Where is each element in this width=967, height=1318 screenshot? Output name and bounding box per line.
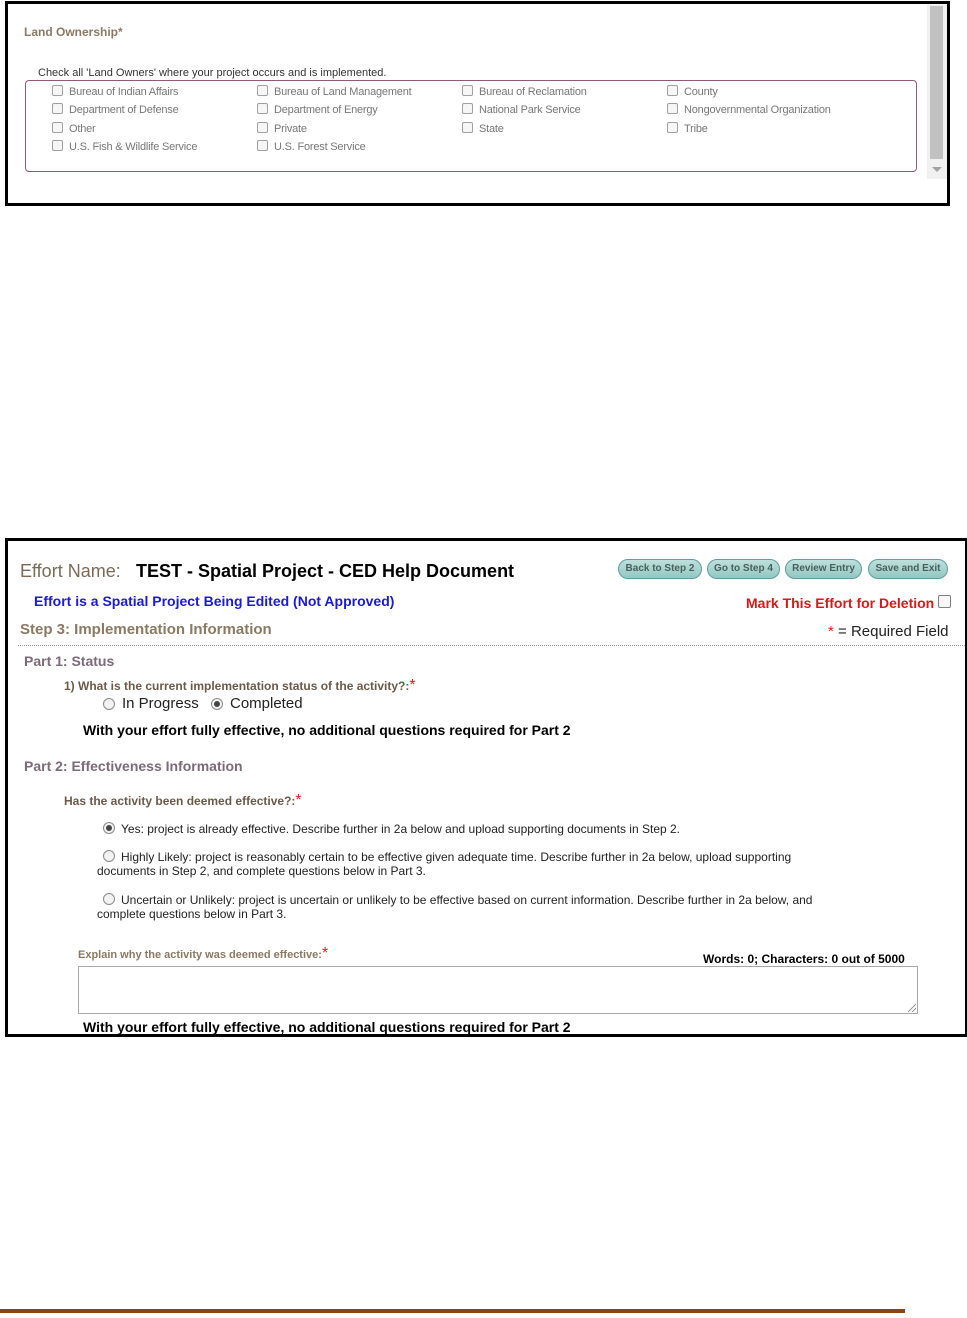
checkbox-label: Bureau of Indian Affairs xyxy=(69,86,179,98)
checkbox-box[interactable] xyxy=(462,122,473,133)
part2-title: Part 2: Effectiveness Information xyxy=(24,758,243,774)
checkbox-label: Nongovernmental Organization xyxy=(684,104,831,116)
checkbox-label: U.S. Forest Service xyxy=(274,141,366,153)
vertical-scrollbar[interactable] xyxy=(927,4,947,179)
checkbox-state[interactable] xyxy=(462,122,504,135)
implementation-step-screenshot xyxy=(5,538,967,1037)
section-divider xyxy=(18,645,965,646)
checkbox-label: County xyxy=(684,86,718,98)
part1-notice: With your effort fully effective, no additional questions required for Part 2 xyxy=(83,722,571,738)
checkbox-tribe[interactable] xyxy=(667,122,708,135)
checkbox-label: Tribe xyxy=(684,123,708,135)
checkbox-label: Bureau of Land Management xyxy=(274,86,412,98)
checkbox-nongovernmental-organization[interactable] xyxy=(667,103,831,116)
checkbox-box[interactable] xyxy=(52,85,63,96)
checkbox-bureau-of-reclamation[interactable] xyxy=(462,85,587,98)
review-entry-button[interactable]: Review Entry xyxy=(785,559,862,579)
checkbox-department-of-energy[interactable] xyxy=(257,103,378,116)
part1-question-text: 1) What is the current implementation status of the activity?: xyxy=(64,679,410,693)
footer-rule xyxy=(0,1309,905,1313)
checkbox-box[interactable] xyxy=(667,122,678,133)
checkbox-other[interactable] xyxy=(52,122,96,135)
checkbox-bureau-of-indian-affairs[interactable] xyxy=(52,85,178,98)
save-and-exit-button[interactable]: Save and Exit xyxy=(868,559,948,579)
checkbox-box[interactable] xyxy=(667,103,678,114)
required-field-note xyxy=(828,623,949,640)
explain-effective-text: Explain why the activity was deemed effective: xyxy=(78,949,322,961)
radio-in-progress-label: In Progress xyxy=(122,695,199,712)
checkbox-label: Department of Defense xyxy=(69,104,179,116)
checkbox-us-forest-service[interactable] xyxy=(257,140,366,153)
checkbox-bureau-of-land-management[interactable] xyxy=(257,85,412,98)
resize-grip-icon[interactable] xyxy=(908,1004,916,1012)
checkbox-private[interactable] xyxy=(257,122,307,135)
checkbox-box[interactable] xyxy=(257,85,268,96)
part1-question xyxy=(64,677,416,695)
mark-for-deletion-checkbox[interactable] xyxy=(938,595,951,608)
scroll-down-arrow-icon[interactable] xyxy=(932,167,942,172)
back-to-step-2-button[interactable]: Back to Step 2 xyxy=(618,559,702,579)
word-character-count: Words: 0; Characters: 0 out of 5000 xyxy=(703,952,905,966)
part2-question xyxy=(64,792,302,810)
explain-effective-textarea[interactable] xyxy=(78,966,918,1014)
radio-effective-highly-likely-label: Highly Likely: project is reasonably certain to be effective given adequate time. Describe further in 2a below, upload supporting documents in Step 2, and complete questions below in Part 3. xyxy=(97,850,792,878)
mark-for-deletion-label: Mark This Effort for Deletion xyxy=(746,595,935,611)
radio-completed[interactable] xyxy=(211,698,223,710)
part1-title: Part 1: Status xyxy=(24,653,115,669)
land-ownership-title: Land Ownership* xyxy=(24,25,123,39)
checkbox-box[interactable] xyxy=(52,103,63,114)
checkbox-us-fish-wildlife-service[interactable] xyxy=(52,140,197,153)
checkbox-label: Bureau of Reclamation xyxy=(479,86,587,98)
part2-notice: With your effort fully effective, no additional questions required for Part 2 xyxy=(83,1019,571,1035)
checkbox-box[interactable] xyxy=(52,140,63,151)
effort-status-text: Effort is a Spatial Project Being Edited (Not Approved) xyxy=(34,593,395,609)
required-field-text: = Required Field xyxy=(833,623,949,640)
go-to-step-4-button[interactable]: Go to Step 4 xyxy=(707,559,780,579)
effort-name-label: Effort Name: xyxy=(20,561,121,581)
radio-effective-uncertain-label: Uncertain or Unlikely: project is uncertain or unlikely to be effective based on current information. Describe further in 2a below, and complete questions below in Part 3. xyxy=(97,893,813,921)
checkbox-box[interactable] xyxy=(257,103,268,114)
checkbox-label: Other xyxy=(69,123,96,135)
checkbox-county[interactable] xyxy=(667,85,718,98)
land-ownership-instructions: Check all 'Land Owners' where your project occurs and is implemented. xyxy=(38,67,387,79)
required-star: * xyxy=(828,623,834,640)
explain-effective-label xyxy=(78,945,328,963)
land-ownership-screenshot xyxy=(5,1,950,206)
step-title: Step 3: Implementation Information xyxy=(20,621,272,638)
checkbox-label: Private xyxy=(274,123,307,135)
checkbox-box[interactable] xyxy=(462,85,473,96)
checkbox-box[interactable] xyxy=(257,140,268,151)
required-star: * xyxy=(409,677,416,694)
checkbox-national-park-service[interactable] xyxy=(462,103,581,116)
checkbox-label: National Park Service xyxy=(479,104,581,116)
required-star: * xyxy=(321,945,329,962)
checkbox-label: State xyxy=(479,123,504,135)
checkbox-box[interactable] xyxy=(257,122,268,133)
checkbox-department-of-defense[interactable] xyxy=(52,103,179,116)
required-star: * xyxy=(295,792,302,809)
checkbox-box[interactable] xyxy=(667,85,678,96)
radio-in-progress[interactable] xyxy=(103,698,115,710)
checkbox-label: Department of Energy xyxy=(274,104,378,116)
checkbox-box[interactable] xyxy=(462,103,473,114)
radio-effective-yes-label: Yes: project is already effective. Describe further in 2a below and upload supporting documents in Step 2. xyxy=(121,822,681,836)
effort-name-value: TEST - Spatial Project - CED Help Document xyxy=(136,561,515,581)
checkbox-label: U.S. Fish & Wildlife Service xyxy=(69,141,198,153)
radio-completed-label: Completed xyxy=(230,695,303,712)
checkbox-box[interactable] xyxy=(52,122,63,133)
part2-question-text: Has the activity been deemed effective?: xyxy=(64,794,296,808)
scrollbar-thumb[interactable] xyxy=(930,6,943,159)
